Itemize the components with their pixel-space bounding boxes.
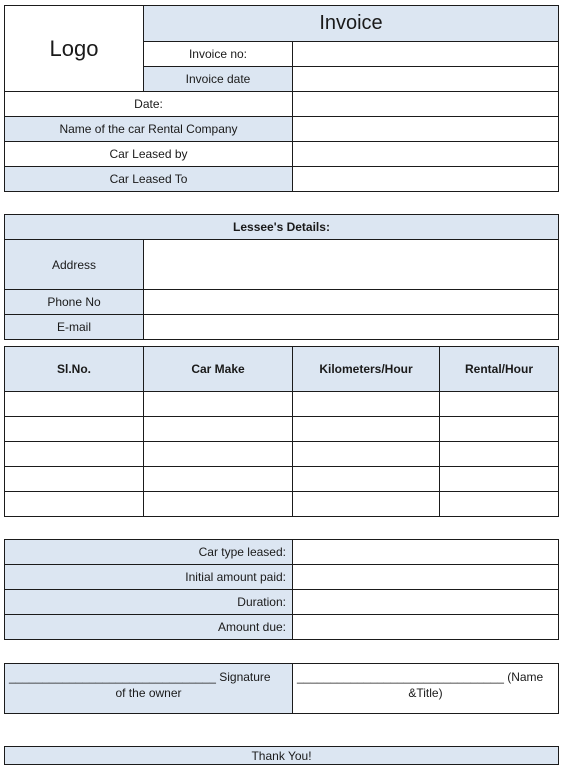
- phone-label: Phone No: [5, 290, 144, 315]
- invoice-no-field[interactable]: [293, 42, 559, 67]
- date-label: Date:: [5, 92, 293, 117]
- page-title: Invoice: [144, 6, 559, 42]
- column-header-slno: Sl.No.: [5, 347, 144, 392]
- table-cell[interactable]: [144, 492, 293, 517]
- table-cell[interactable]: [144, 467, 293, 492]
- table-cell[interactable]: [293, 492, 440, 517]
- table-cell[interactable]: [144, 417, 293, 442]
- table-cell[interactable]: [293, 392, 440, 417]
- table-row: [5, 492, 559, 517]
- lessee-details: [4, 214, 559, 339]
- company-label: Name of the car Rental Company: [5, 117, 293, 142]
- leased-to-label: Car Leased To: [5, 167, 293, 192]
- table-cell[interactable]: [440, 417, 559, 442]
- table-cell[interactable]: [440, 492, 559, 517]
- column-header-car-make: Car Make: [144, 347, 293, 392]
- car-type-field[interactable]: [293, 540, 559, 565]
- invoice-no-label: Invoice no:: [144, 42, 293, 67]
- table-cell[interactable]: [5, 442, 144, 467]
- amount-due-field[interactable]: [293, 615, 559, 640]
- owner-signature-caption: of the owner: [115, 686, 182, 700]
- amount-due-label: Amount due:: [5, 615, 293, 640]
- table-cell[interactable]: [293, 417, 440, 442]
- table-cell[interactable]: [144, 442, 293, 467]
- table-cell[interactable]: [293, 467, 440, 492]
- table-cell[interactable]: [144, 392, 293, 417]
- table-cell[interactable]: [5, 492, 144, 517]
- email-field[interactable]: [144, 315, 559, 340]
- email-label: E-mail: [5, 315, 144, 340]
- table-cell[interactable]: [5, 417, 144, 442]
- table-cell[interactable]: [5, 467, 144, 492]
- lessee-heading: Lessee's Details:: [5, 215, 559, 240]
- owner-signature-field[interactable]: [5, 664, 293, 714]
- table-cell[interactable]: [293, 442, 440, 467]
- car-type-label: Car type leased:: [5, 540, 293, 565]
- summary-table: [4, 539, 559, 639]
- owner-signature-line: _______________________________ Signature: [9, 670, 271, 684]
- address-label: Address: [5, 240, 144, 290]
- logo: Logo: [5, 6, 144, 92]
- table-row: [5, 442, 559, 467]
- table-cell[interactable]: [440, 467, 559, 492]
- duration-label: Duration:: [5, 590, 293, 615]
- phone-field[interactable]: [144, 290, 559, 315]
- date-field[interactable]: [293, 92, 559, 117]
- column-header-rental: Rental/Hour: [440, 347, 559, 392]
- table-cell[interactable]: [440, 442, 559, 467]
- initial-amount-field[interactable]: [293, 565, 559, 590]
- name-title-line: _______________________________ (Name: [297, 670, 544, 684]
- table-cell[interactable]: [5, 392, 144, 417]
- signature-block: [4, 663, 559, 714]
- leased-to-field[interactable]: [293, 167, 559, 192]
- invoice-date-field[interactable]: [293, 67, 559, 92]
- address-field[interactable]: [144, 240, 559, 290]
- name-title-caption: &Title): [408, 686, 443, 700]
- table-row: [5, 467, 559, 492]
- invoice-header: [4, 5, 559, 191]
- leased-by-field[interactable]: [293, 142, 559, 167]
- duration-field[interactable]: [293, 590, 559, 615]
- table-row: [5, 392, 559, 417]
- column-header-kilometers: Kilometers/Hour: [293, 347, 440, 392]
- company-field[interactable]: [293, 117, 559, 142]
- initial-amount-label: Initial amount paid:: [5, 565, 293, 590]
- table-cell[interactable]: [440, 392, 559, 417]
- name-title-field[interactable]: [293, 664, 559, 714]
- leased-by-label: Car Leased by: [5, 142, 293, 167]
- thank-you-note: Thank You!: [5, 747, 559, 765]
- invoice-date-label: Invoice date: [144, 67, 293, 92]
- table-row: [5, 417, 559, 442]
- footer: [4, 746, 559, 765]
- items-table: [4, 346, 559, 516]
